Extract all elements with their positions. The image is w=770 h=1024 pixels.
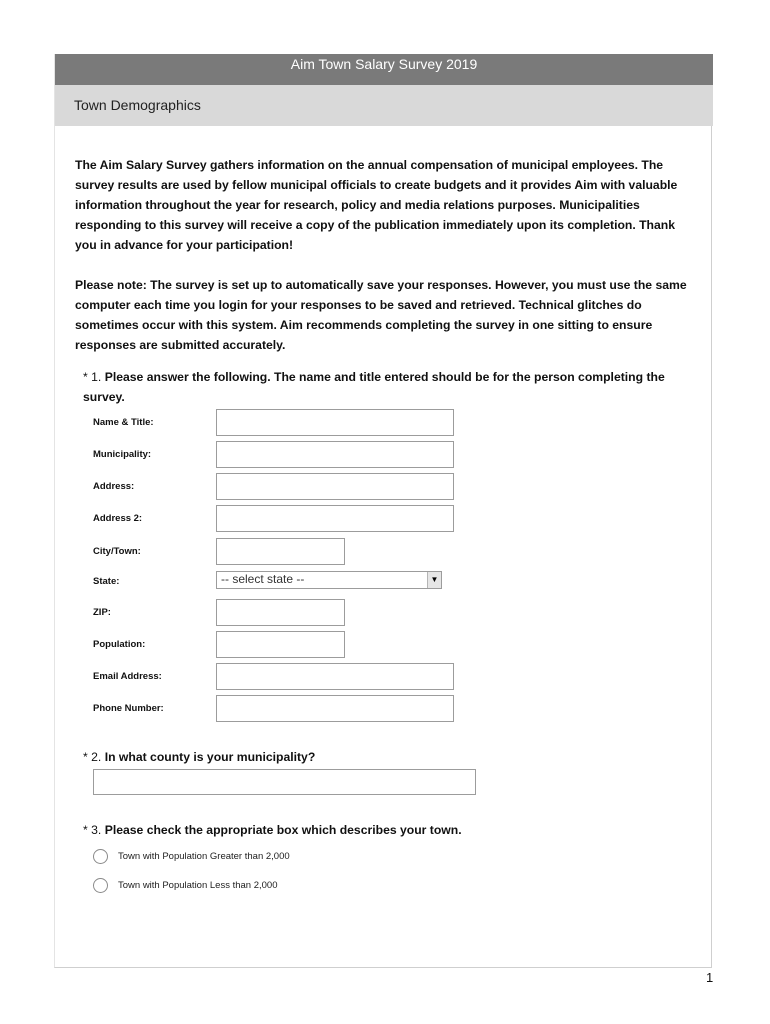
address-2-label: Address 2: [93,513,143,524]
survey-page [54,54,712,968]
question-3-number: * 3. [83,823,102,837]
address-label: Address: [93,481,135,492]
city-label: City/Town: [93,546,141,557]
radio-label-less: Town with Population Less than 2,000 [118,880,278,891]
zip-label: ZIP: [93,607,111,618]
question-3-text: Please check the appropriate box which describes your town. [104,823,462,837]
question-2-text: In what county is your municipality? [104,750,316,764]
field-address-2 [93,505,513,533]
phone-label: Phone Number: [93,703,164,714]
chevron-down-icon[interactable]: ▼ [427,572,441,588]
field-population [93,631,513,659]
municipality-input[interactable] [216,441,454,468]
state-select[interactable] [216,571,442,589]
county-input[interactable] [93,769,476,795]
field-municipality [93,441,513,469]
municipality-label: Municipality: [93,449,152,460]
city-input[interactable] [216,538,345,565]
email-label: Email Address: [93,671,162,682]
question-2-number: * 2. [83,750,102,764]
question-1 [83,367,703,407]
field-name-title [93,409,513,437]
population-label: Population: [93,639,146,650]
name-title-label: Name & Title: [93,417,154,428]
radio-option-less[interactable] [93,877,393,897]
state-label: State: [93,576,120,587]
email-input[interactable] [216,663,454,690]
question-1-text: Please answer the following. The name and title entered should be for the person completing the survey. [83,370,665,404]
field-email [93,663,513,691]
zip-input[interactable] [216,599,345,626]
intro-text [75,155,695,375]
radio-button[interactable] [93,878,108,893]
population-input[interactable] [216,631,345,658]
radio-option-greater[interactable] [93,848,393,868]
section-header [55,85,713,126]
question-2 [83,747,703,767]
field-phone [93,695,513,723]
address-input[interactable] [216,473,454,500]
question-3 [83,820,703,840]
radio-label-greater: Town with Population Greater than 2,000 [118,851,290,862]
state-select-value: -- select state -- [221,572,305,586]
phone-input[interactable] [216,695,454,722]
field-city [93,538,513,566]
name-title-input[interactable] [216,409,454,436]
intro-paragraph-2: Please note: The survey is set up to automatically save your responses. However, you must use the same computer each time you login for your responses to be saved and retrieved. Technical glitches do sometimes occur with this system. Aim recommends completing the survey in one sitting to ensure responses are submitted accurately. [75,278,687,352]
question-1-number: * 1. [83,370,102,384]
section-title: Town Demographics [74,97,201,113]
survey-title: Aim Town Salary Survey 2019 [55,54,713,86]
address-2-input[interactable] [216,505,454,532]
intro-paragraph-1: The Aim Salary Survey gathers information on the annual compensation of municipal employees. The survey results are used by fellow municipal officials to create budgets and it provides Aim with valuable information throughout the year for research, policy and media relations purposes. Municipalities responding to this survey will receive a copy of the publication immediately upon its completion. Thank you in advance for your participation! [75,158,678,252]
field-state [93,571,513,599]
page-number: 1 [706,970,714,985]
field-zip [93,599,513,627]
field-address [93,473,513,501]
radio-button[interactable] [93,849,108,864]
